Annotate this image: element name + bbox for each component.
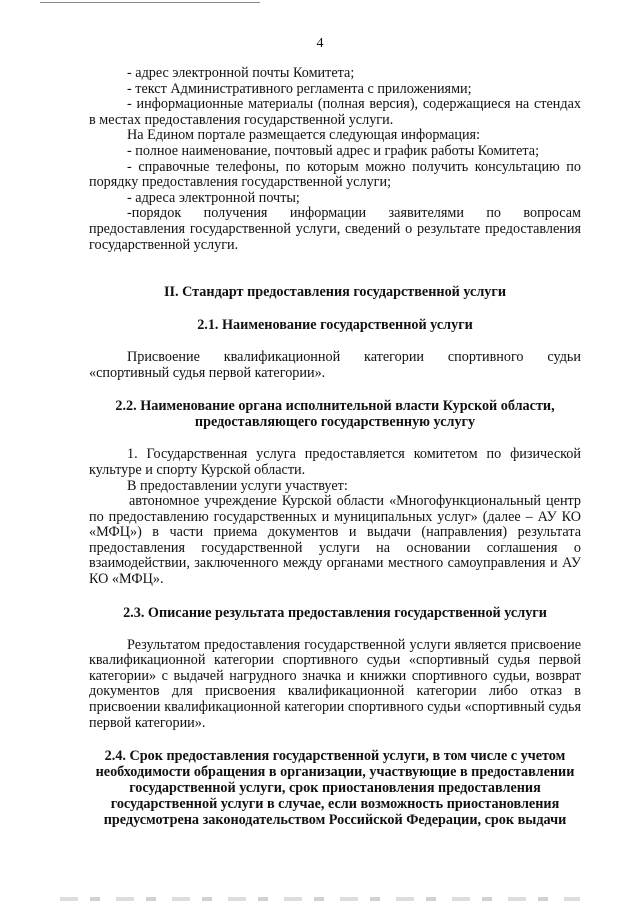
list-item: - справочные телефоны, по которым можно получить консультацию по порядку предоставления государственной услуги; [89,158,581,191]
list-item: - адреса электронной почты; [127,189,300,206]
list-item: - полное наименование, почтовый адрес и график работы Комитета; [127,142,540,159]
section-title: II. Стандарт предоставления государственной услуги [163,284,507,301]
paragraph: 1. Государственная услуга предоставляется комитетом по физической культуре и спорту Курской области. [89,446,581,478]
paragraph: Присвоение квалификационной категории спортивного судьи «спортивный судья первой категории». [89,349,581,381]
subsection-title-2-2 [89,398,581,430]
page-number: 4 [316,36,324,51]
list-item: - текст Административного регламента с приложениями; [127,80,472,97]
scan-artifact [60,897,580,901]
subsection-title-2-3: 2.3. Описание результата предоставления государственной услуги [123,604,547,621]
top-rule [40,2,260,3]
title-line: предоставляющего государственную услугу [194,414,476,431]
subsection-title-2-4 [89,748,581,828]
paragraph: На Едином портале размещается следующая информация: [127,127,481,144]
list-item: - информационные материалы (полная версия), содержащиеся на стендах в местах предоставления государственной услуги. [89,96,581,128]
subsection-title-2-1: 2.1. Наименование государственной услуги [197,317,473,334]
list-item: - адрес электронной почты Комитета; [127,65,355,81]
document-body [89,66,581,828]
title-line: необходимости обращения в организации, участвующие в предоставлении [95,764,575,781]
title-line: государственной услуги, срок приостановления предоставления [129,780,541,797]
paragraph: Результатом предоставления государственной услуги является присвоение квалификационной категории спортивного судьи «спортивный судья первой категории» с выдачей нагрудного значка и книжки спортивного судьи, возврат документов для присвоения квалификационной категории либо отказ в присвоении квалификационной категории спортивного судьи «спортивный судья первой категории». [89,636,581,731]
paragraph: автономное учреждение Курской области «Многофункциональный центр по предоставлению государственных и муниципальных услуг» (далее – АУ КО «МФЦ») в части приема документов и выдачи (направления) результата предоставления государственной услуги на основании соглашения о взаимодействии, заключенного между органами местного самоуправления и АУ КО «МФЦ». [89,493,581,588]
title-line: 2.4. Срок предоставления государственной услуги, в том числе с учетом [104,748,566,765]
title-line: государственной услуги в случае, если возможность приостановления [110,796,560,813]
paragraph: В предоставлении услуги участвует: [127,477,348,494]
list-item: -порядок получения информации заявителями по вопросам предоставления государственной услуги, сведений о результате предоставления государственной услуги. [89,205,581,253]
title-line: 2.2. Наименование органа исполнительной власти Курской области, [115,398,555,415]
title-line: предусмотрена законодательством Российской Федерации, срок выдачи [103,812,567,829]
